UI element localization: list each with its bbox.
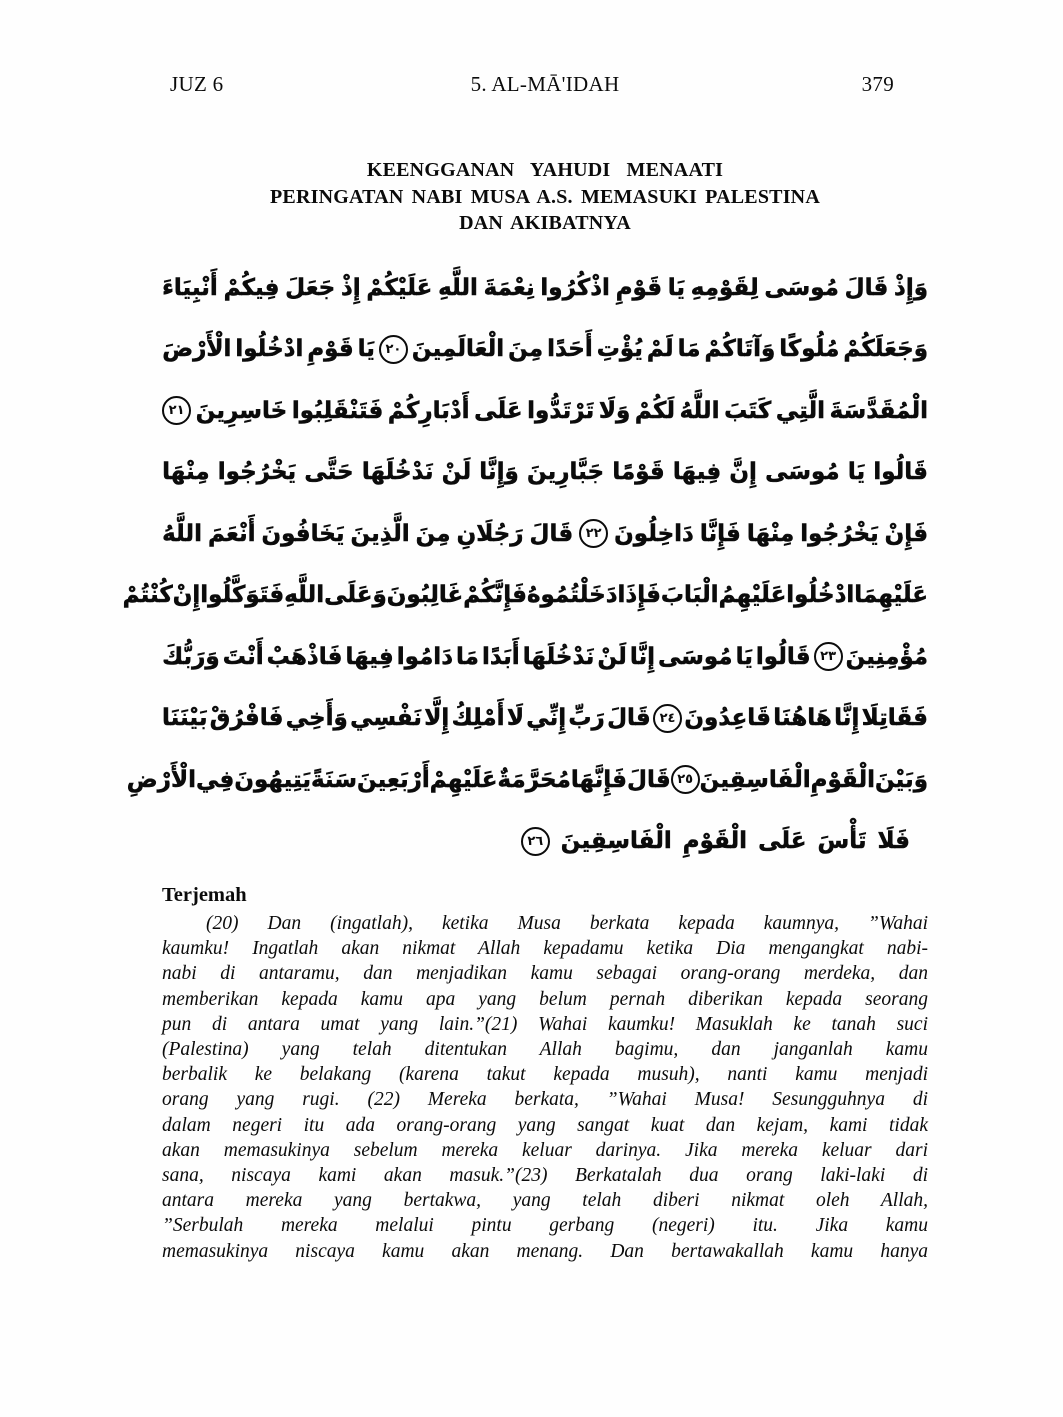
terjemah-heading: Terjemah: [162, 884, 247, 906]
arabic-word: عَلَى: [474, 397, 523, 424]
arabic-word: كُنْتُمْ: [122, 582, 173, 609]
arabic-word: نَدْخُلَهَا: [522, 643, 595, 670]
ayah-number-marker: ٢٥: [671, 765, 700, 794]
arabic-word: رَبِّ: [568, 705, 605, 732]
arabic-verse-line: [162, 503, 928, 565]
arabic-word: يَا: [847, 459, 866, 486]
arabic-word: أَحَدًا: [547, 336, 593, 363]
arabic-word: مُلُوكًا: [779, 336, 840, 363]
ayah-number-marker: ٢٦: [521, 827, 550, 856]
arabic-word: دَامُوا: [396, 643, 453, 670]
arabic-word: الْعَالَمِينَ: [411, 336, 505, 363]
arabic-word: إِنَّ: [729, 459, 757, 486]
arabic-word: وَبَيْنَ: [874, 766, 928, 793]
arabic-word: وَجَعَلَكُمْ: [843, 336, 928, 363]
arabic-word: يَا: [735, 643, 753, 670]
arabic-word: أَنْعَمَ: [207, 520, 256, 547]
translation-line: sana, niscaya kami akan masuk.”(23) Berkatalah dua orang laki-laki di: [162, 1165, 928, 1187]
arabic-word: مُوسَى: [658, 643, 733, 670]
arabic-word: غَالِبُونَ: [386, 582, 464, 609]
arabic-word: فِيكُمْ: [223, 274, 280, 301]
translation-line: dalam negeri itu ada orang-orang yang sangat kuat dan kejam, kami tidak: [162, 1114, 928, 1136]
arabic-verse-line: [162, 688, 928, 750]
arabic-word: دَخَلْتُمُوهُ: [526, 582, 618, 609]
arabic-word: أَبَدًا: [481, 643, 520, 670]
arabic-word: الْأَرْضِ: [126, 766, 196, 793]
arabic-word: رَجُلَانِ: [456, 520, 524, 547]
arabic-word: مِنْهَا: [162, 459, 210, 486]
arabic-word: قَالَ: [626, 766, 671, 793]
arabic-word: عَلَى: [758, 828, 807, 855]
arabic-word: فِيهَا: [672, 459, 722, 486]
section-title: [162, 157, 928, 237]
arabic-word: قَوْمِ: [307, 336, 354, 363]
arabic-word: وَإِنَّا: [479, 459, 519, 486]
arabic-word: قَالُوا: [873, 459, 928, 486]
arabic-word: إِنْ: [172, 582, 201, 609]
arabic-word: دَاخِلُونَ: [614, 520, 694, 547]
arabic-word: نَفْسِي: [350, 705, 422, 732]
arabic-word: لَنْ: [597, 643, 627, 670]
arabic-word: أَرْبَعِينَ: [356, 766, 430, 793]
arabic-word: عَلَيْهِمُ: [718, 582, 787, 609]
arabic-word: لَا: [506, 705, 524, 732]
arabic-word: الْفَاسِقِينَ: [699, 766, 811, 793]
arabic-word: لَنْ: [441, 459, 472, 486]
juz-label: JUZ 6: [170, 72, 224, 96]
arabic-word: عَلَيْهِمْ: [429, 766, 498, 793]
arabic-word: الْأَرْضَ: [162, 336, 232, 363]
arabic-word: قَالَ: [844, 274, 889, 301]
arabic-word: قَالُوا: [755, 643, 811, 670]
arabic-word: مِنْهَا: [746, 520, 795, 547]
arabic-word: اللَّهُ: [162, 520, 202, 547]
arabic-word: يَخَافُونَ: [261, 520, 345, 547]
arabic-word: الَّتِي: [775, 397, 826, 424]
arabic-word: فَإِنَّا: [699, 520, 741, 547]
arabic-word: مَا: [456, 643, 479, 670]
translation-line: memasukinya niscaya kamu akan menang. Dan bertawakallah kamu hanya: [162, 1240, 928, 1262]
translation-line: (20) Dan (ingatlah), ketika Musa berkata kepada kaumnya, ”Wahai: [206, 913, 928, 934]
arabic-word: خَاسِرِينَ: [195, 397, 288, 424]
arabic-word: وَإِذْ: [894, 274, 928, 301]
arabic-word: فَإِذَا: [617, 582, 661, 609]
ayah-number-marker: ٢٠: [379, 335, 408, 364]
translation-line: (Palestina) yang telah ditentukan Allah bagimu, dan janganlah kamu: [162, 1039, 928, 1061]
arabic-word: جَعَلَ: [285, 274, 336, 301]
arabic-word: اللَّهُ: [679, 397, 720, 424]
arabic-word: نَدْخُلَهَا: [361, 459, 434, 486]
arabic-word: هَاهُنَا: [773, 705, 832, 732]
arabic-word: قَالَ: [607, 705, 651, 732]
arabic-word: وَأَخِي: [285, 705, 348, 732]
arabic-word: إِنَّا: [834, 705, 860, 732]
page-header: [162, 72, 928, 98]
arabic-word: اللَّهِ: [438, 274, 478, 301]
translation-line: antara mereka yang bertakwa, yang telah diberi nikmat oleh Allah,: [162, 1190, 928, 1212]
arabic-verse-line: [162, 380, 928, 442]
arabic-word: ادْخُلُوا: [235, 336, 304, 363]
arabic-word: اللَّهِ: [284, 582, 325, 609]
translation-line: berbalik ke belakang (karena takut kepada musuh), nanti kamu menjadi: [162, 1064, 928, 1086]
arabic-word: اذْكُرُوا: [540, 274, 610, 301]
arabic-word: مُحَرَّمَةٌ: [497, 766, 571, 793]
arabic-word: الْقَوْمِ: [682, 828, 748, 855]
translation-line: pun di antara umat yang lain.”(21) Wahai kaumku! Masuklah ke tanah suci: [162, 1013, 928, 1035]
arabic-verse-line: [126, 749, 928, 811]
arabic-verse-line: [122, 565, 928, 627]
arabic-word: يَتِيهُونَ: [234, 766, 311, 793]
translation-paragraph: [162, 911, 928, 1264]
arabic-word: قَوْمِ: [615, 274, 663, 301]
arabic-word: فَإِنْ: [884, 520, 928, 547]
arabic-word: قَالَ: [529, 520, 574, 547]
arabic-word: وَعَلَى: [324, 582, 387, 609]
arabic-word: أَمْلِكُ: [451, 705, 505, 732]
arabic-word: إِذْ: [341, 274, 361, 301]
arabic-word: أَنْبِيَاءَ: [162, 274, 218, 301]
arabic-word: مُؤْمِنِينَ: [845, 643, 928, 670]
translation-line: nabi di antaramu, dan menjadikan kamu sebagai orang-orang merdeka, dan: [162, 963, 928, 985]
arabic-word: الْفَاسِقِينَ: [560, 828, 672, 855]
surah-title: 5. AL-MĀ'IDAH: [470, 72, 620, 96]
arabic-word: فَإِنَّهَا: [570, 766, 627, 793]
arabic-word: أَنْتَ: [222, 643, 264, 670]
book-page: [122, 0, 928, 1417]
translation-line: orang yang rugi. (22) Mereka berkata, ”Wahai Musa! Sesungguhnya di: [162, 1089, 928, 1111]
ayah-number-marker: ٢٤: [653, 704, 682, 733]
arabic-verse-line: [162, 319, 928, 381]
page-number: 379: [861, 72, 894, 96]
arabic-word: مِنَ: [415, 520, 451, 547]
arabic-word: لَكُمْ: [634, 397, 675, 424]
arabic-word: ادْخُلُوا: [786, 582, 855, 609]
arabic-word: مِنَ: [508, 336, 544, 363]
arabic-word: فَتَوَكَّلُوا: [200, 582, 285, 609]
arabic-word: حَتَّى: [304, 459, 354, 486]
ayah-number-marker: ٢٣: [814, 642, 843, 671]
arabic-word: فَتَنْقَلِبُوا: [291, 397, 384, 424]
arabic-word: يَخْرُجُوا: [217, 459, 297, 486]
arabic-word: بَيْنَنَا: [162, 705, 208, 732]
title-line: DAN AKIBATNYA: [459, 212, 631, 234]
arabic-word: جَبَّارِينَ: [526, 459, 605, 486]
arabic-word: عَلَيْهِمَا: [854, 582, 928, 609]
arabic-word: فَقَاتِلَا: [861, 705, 928, 732]
arabic-word: إِنِّي: [526, 705, 567, 732]
title-line: KEENGGANAN YAHUDI MENAATI: [366, 159, 724, 181]
arabic-word: يَخْرُجُوا: [800, 520, 879, 547]
arabic-word: فَلَا: [877, 828, 910, 855]
arabic-word: أَدْبَارِكُمْ: [387, 397, 470, 424]
arabic-word: قَاعِدُونَ: [684, 705, 771, 732]
title-line: PERINGATAN NABI MUSA A.S. MEMASUKI PALESTINA: [270, 185, 820, 208]
arabic-word: الْبَابَ: [660, 582, 719, 609]
arabic-word: فَإِنَّكُمْ: [463, 582, 527, 609]
arabic-word: عَلَيْكُمْ: [366, 274, 433, 301]
arabic-word: تَأْسَ: [817, 828, 867, 855]
ayah-number-marker: ٢١: [162, 396, 191, 425]
arabic-word: مُوسَى: [765, 459, 840, 486]
arabic-word: الْمُقَدَّسَةَ: [829, 397, 928, 424]
arabic-word: سَنَةً: [310, 766, 357, 793]
arabic-word: فِي: [195, 766, 235, 793]
arabic-word: فَافْرُقْ: [209, 705, 284, 732]
translation-line: kaumku! Ingatlah akan nikmat Allah kepadamu ketika Dia mengangkat nabi-: [162, 938, 928, 960]
arabic-word: قَوْمًا: [612, 459, 665, 486]
arabic-word: لَمْ: [646, 336, 674, 363]
translation-line: ”Serbulah mereka melalui pintu gerbang (negeri) itu. Jika kamu: [162, 1215, 928, 1237]
arabic-word: لِقَوْمِهِ: [690, 274, 759, 301]
arabic-word: مُوسَى: [764, 274, 839, 301]
arabic-verses: [122, 257, 928, 872]
arabic-word: مَا: [677, 336, 701, 363]
arabic-word: الْقَوْمِ: [810, 766, 875, 793]
arabic-word: إِنَّا: [629, 643, 655, 670]
arabic-word: نِعْمَةَ: [483, 274, 535, 301]
ayah-number-marker: ٢٢: [579, 519, 608, 548]
translation-line: memberikan kepada kamu apa yang belum pernah diberikan kepada seorang: [162, 988, 928, 1010]
arabic-verse-line: [162, 811, 928, 873]
arabic-word: فِيهَا: [345, 643, 394, 670]
arabic-verse-line: [162, 257, 928, 319]
arabic-word: وَرَبُّكَ: [162, 643, 220, 670]
translation-line: akan memasukinya sebelum mereka keluar darinya. Jika mereka keluar dari: [162, 1139, 928, 1161]
arabic-word: يَا: [667, 274, 686, 301]
arabic-word: وَلَا: [598, 397, 631, 424]
arabic-word: تَرْتَدُّوا: [527, 397, 595, 424]
arabic-word: يُؤْتِ: [596, 336, 643, 363]
arabic-word: كَتَبَ: [724, 397, 772, 424]
arabic-word: إِلَّا: [424, 705, 450, 732]
arabic-word: وَآتَاكُمْ: [704, 336, 776, 363]
arabic-verse-line: [162, 442, 928, 504]
arabic-verse-line: [162, 626, 928, 688]
arabic-word: يَا: [357, 336, 375, 363]
arabic-word: فَاذْهَبْ: [266, 643, 343, 670]
arabic-word: الَّذِينَ: [350, 520, 410, 547]
